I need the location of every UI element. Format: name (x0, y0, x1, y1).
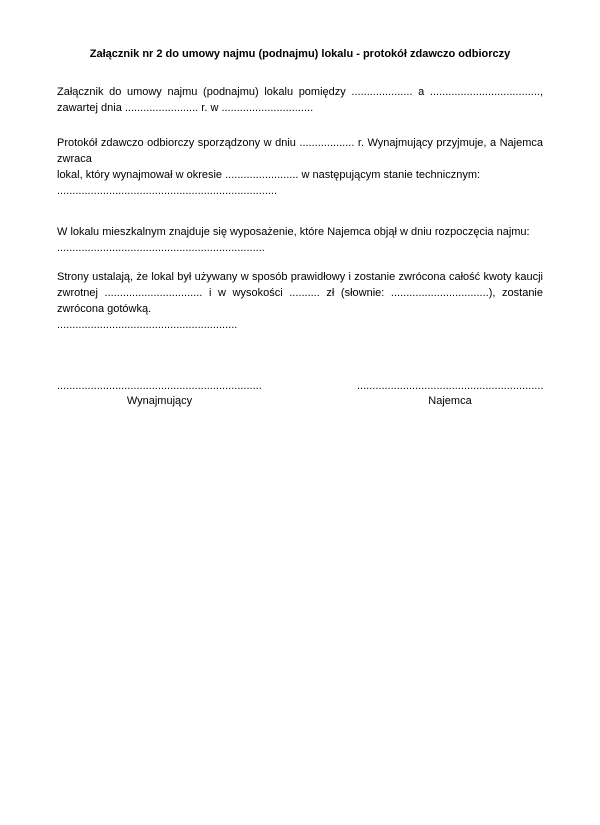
landlord-signature-line: ................................................................... (57, 380, 262, 392)
deposit-blank-line: ........................................................... (57, 319, 238, 331)
paragraph-protocol-line-1: Protokół zdawczo odbiorczy sporządzony w dniu .................. r. Wynajmujący przyjmuje, a Najemca zwraca (57, 137, 543, 165)
tenant-signature-block (357, 379, 543, 409)
paragraph-intro (57, 84, 543, 116)
paragraph-deposit-line-2: zwrotnej ................................ i w wysokości .......... zł (słownie: ................................), zostanie (57, 287, 543, 299)
paragraph-equipment (57, 224, 543, 256)
paragraph-intro-line-2: zawartej dnia ........................ r. w .............................. (57, 102, 314, 114)
paragraph-deposit (57, 269, 543, 333)
tenant-signature-label: Najemca (428, 395, 472, 407)
technical-state-blank-line: ........................................................................ (57, 185, 278, 197)
paragraph-intro-line-1: Załącznik do umowy najmu (podnajmu) lokalu pomiędzy .................... a ...................................., (57, 86, 543, 98)
paragraph-equipment-line-1: W lokalu mieszkalnym znajduje się wyposażenie, które Najemca objął w dniu rozpoczęcia najmu: (57, 226, 530, 238)
paragraph-deposit-line-3: zwrócona gotówką. (57, 303, 152, 315)
document-title: Załącznik nr 2 do umowy najmu (podnajmu) lokalu - protokół zdawczo odbiorczy (89, 48, 511, 60)
signature-section (57, 379, 543, 409)
equipment-blank-line: .................................................................... (57, 242, 265, 254)
paragraph-protocol-line-2: lokal, który wynajmował w okresie ........................ w następującym stanie technicznym: (57, 169, 481, 181)
tenant-signature-line: ............................................................. (357, 380, 544, 392)
landlord-signature-label: Wynajmujący (126, 395, 193, 407)
landlord-signature-block (57, 379, 262, 409)
paragraph-deposit-line-1: Strony ustalają, że lokal był używany w sposób prawidłowy i zostanie zwrócona całość kwoty kaucji (57, 271, 543, 283)
paragraph-protocol (57, 135, 543, 199)
